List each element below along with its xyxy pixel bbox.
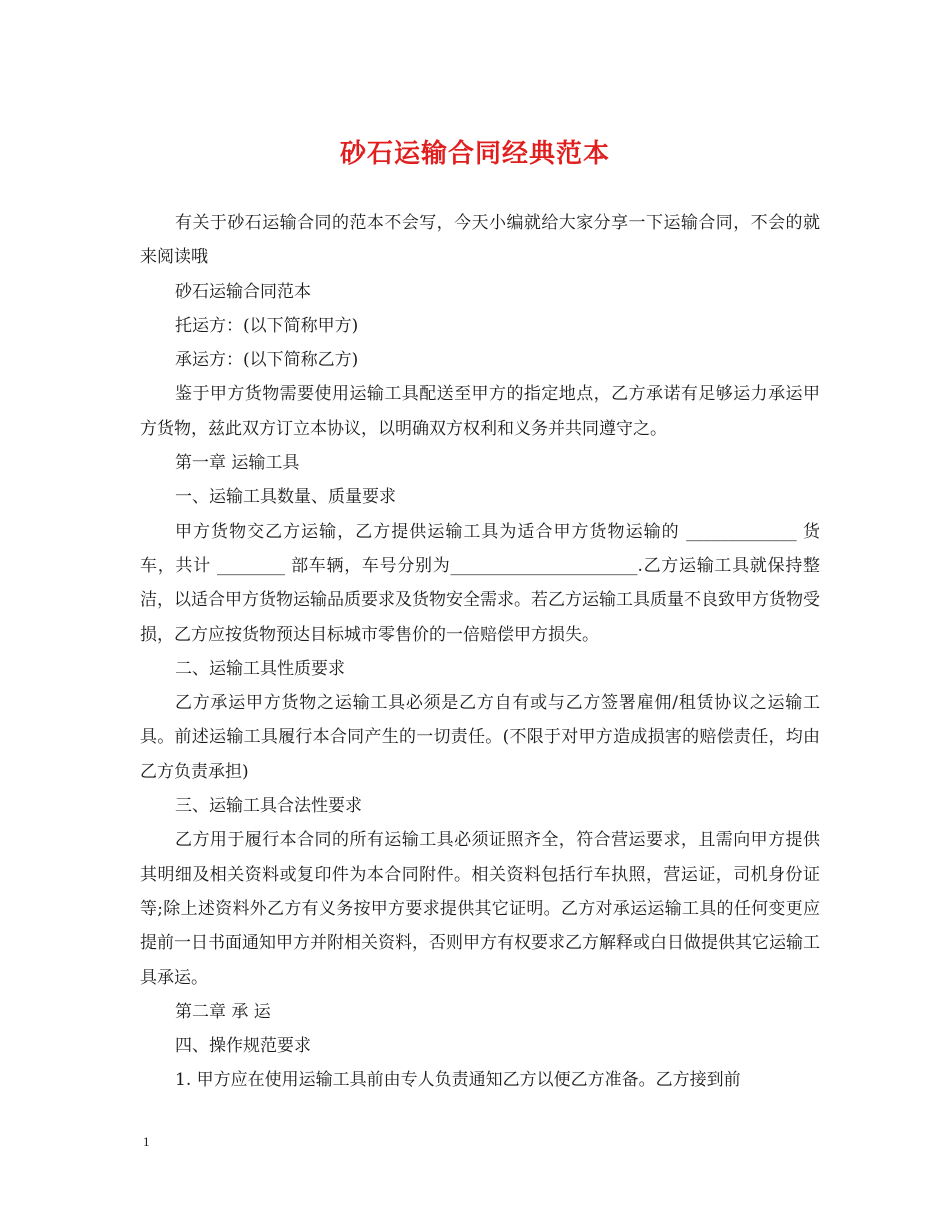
paragraph-preamble: 鉴于甲方货物需要使用运输工具配送至甲方的指定地点，乙方承诺有足够运力承运甲方货物，兹此双方订立本协议，以明确双方权利和义务并共同遵守之。 [140, 384, 820, 439]
section-heading-1: 一、运输工具数量、质量要求 [175, 487, 396, 508]
chapter-heading-2: 第二章 承 运 [175, 1001, 271, 1022]
paragraph-shipper: 托运方：(以下简称甲方) [175, 315, 359, 336]
paragraph-section-3: 乙方用于履行本合同的所有运输工具必须证照齐全，符合营运要求，且需向甲方提供其明细及相关资料或复印件为本合同附件。相关资料包括行车执照，营运证，司机身份证等;除上述资料外乙方有义务按甲方要求提供其它证明。乙方对承运运输工具的任何变更应提前一日书面通知甲方并附相关资料，否则甲方有权要求乙方解释或白日做提供其它运输工具承运。 [140, 830, 820, 988]
paragraph-contract-name: 砂石运输合同范本 [175, 281, 311, 302]
paragraph-section-4: 1. 甲方应在使用运输工具前由专人负责通知乙方以便乙方准备。乙方接到前 [175, 1070, 741, 1091]
chapter-heading-1: 第一章 运输工具 [175, 453, 300, 474]
document-body [140, 206, 820, 1098]
section-heading-3: 三、运输工具合法性要求 [175, 796, 362, 817]
document-title: 砂石运输合同经典范本 [339, 139, 610, 169]
section-heading-2: 二、运输工具性质要求 [175, 658, 345, 679]
section-heading-4: 四、操作规范要求 [175, 1036, 311, 1057]
paragraph-section-1: 甲方货物交乙方运输，乙方提供运输工具为适合甲方货物运输的 _____________ 货车，共计 ________ 部车辆，车号分别为______________________.乙方运输工具就保持整洁，以适合甲方货物运输品质要求及货物安全需求。若乙方运输工具质量不良致甲方货物受损，乙方应按货物预达目标城市零售价的一倍赔偿甲方损失。 [140, 521, 820, 645]
paragraph-intro: 有关于砂石运输合同的范本不会写，今天小编就给大家分享一下运输合同，不会的就来阅读哦 [140, 213, 820, 268]
paragraph-carrier: 承运方：(以下简称乙方) [175, 350, 359, 371]
page-number: 1 [143, 1134, 150, 1149]
paragraph-section-2: 乙方承运甲方货物之运输工具必须是乙方自有或与乙方签署雇佣/租赁协议之运输工具。前述运输工具履行本合同产生的一切责任。(不限于对甲方造成损害的赔偿责任，均由乙方负责承担) [140, 693, 820, 782]
